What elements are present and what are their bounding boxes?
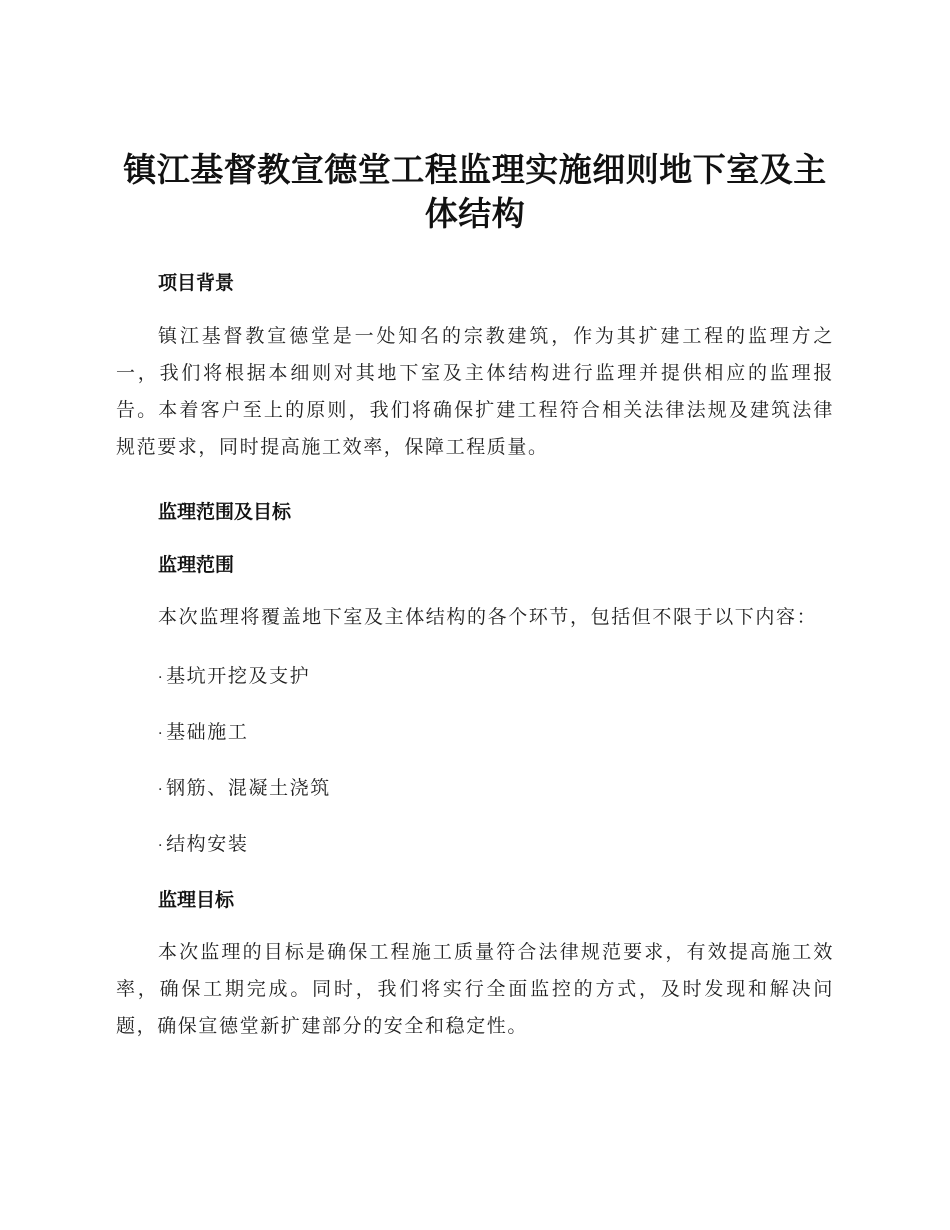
section-heading-goal: 监理目标 bbox=[158, 889, 235, 911]
list-item-text: 基础施工 bbox=[166, 721, 249, 743]
list-item-text: 结构安装 bbox=[166, 833, 249, 855]
list-item bbox=[116, 775, 834, 803]
bullet-icon: · bbox=[158, 838, 165, 854]
list-item bbox=[116, 719, 834, 747]
list-item bbox=[116, 831, 834, 859]
list-item bbox=[116, 663, 834, 691]
document-title: 镇江基督教宣德堂工程监理实施细则地下室及主体结构 bbox=[123, 150, 827, 233]
paragraph-scope: 本次监理将覆盖地下室及主体结构的各个环节，包括但不限于以下内容： bbox=[158, 606, 818, 628]
paragraph-goal: 本次监理的目标是确保工程施工质量符合法律规范要求，有效提高施工效率，确保工期完成。同时，我们将实行全面监控的方式，及时发现和解决问题，确保宣德堂新扩建部分的安全和稳定性。 bbox=[116, 941, 834, 1037]
paragraph-background: 镇江基督教宣德堂是一处知名的宗教建筑，作为其扩建工程的监理方之一，我们将根据本细则对其地下室及主体结构进行监理并提供相应的监理报告。本着客户至上的原则，我们将确保扩建工程符合相关法律法规及建筑法律规范要求，同时提高施工效率，保障工程质量。 bbox=[116, 325, 834, 458]
section-heading-scope: 监理范围 bbox=[158, 554, 235, 576]
bullet-icon: · bbox=[158, 782, 165, 798]
list-item-text: 基坑开挖及支护 bbox=[166, 665, 311, 687]
bullet-icon: · bbox=[158, 726, 165, 742]
section-heading-background: 项目背景 bbox=[158, 272, 235, 294]
section-heading-scope-and-goal: 监理范围及目标 bbox=[158, 501, 292, 523]
list-item-text: 钢筋、混凝土浇筑 bbox=[166, 777, 331, 799]
bullet-icon: · bbox=[158, 670, 165, 686]
